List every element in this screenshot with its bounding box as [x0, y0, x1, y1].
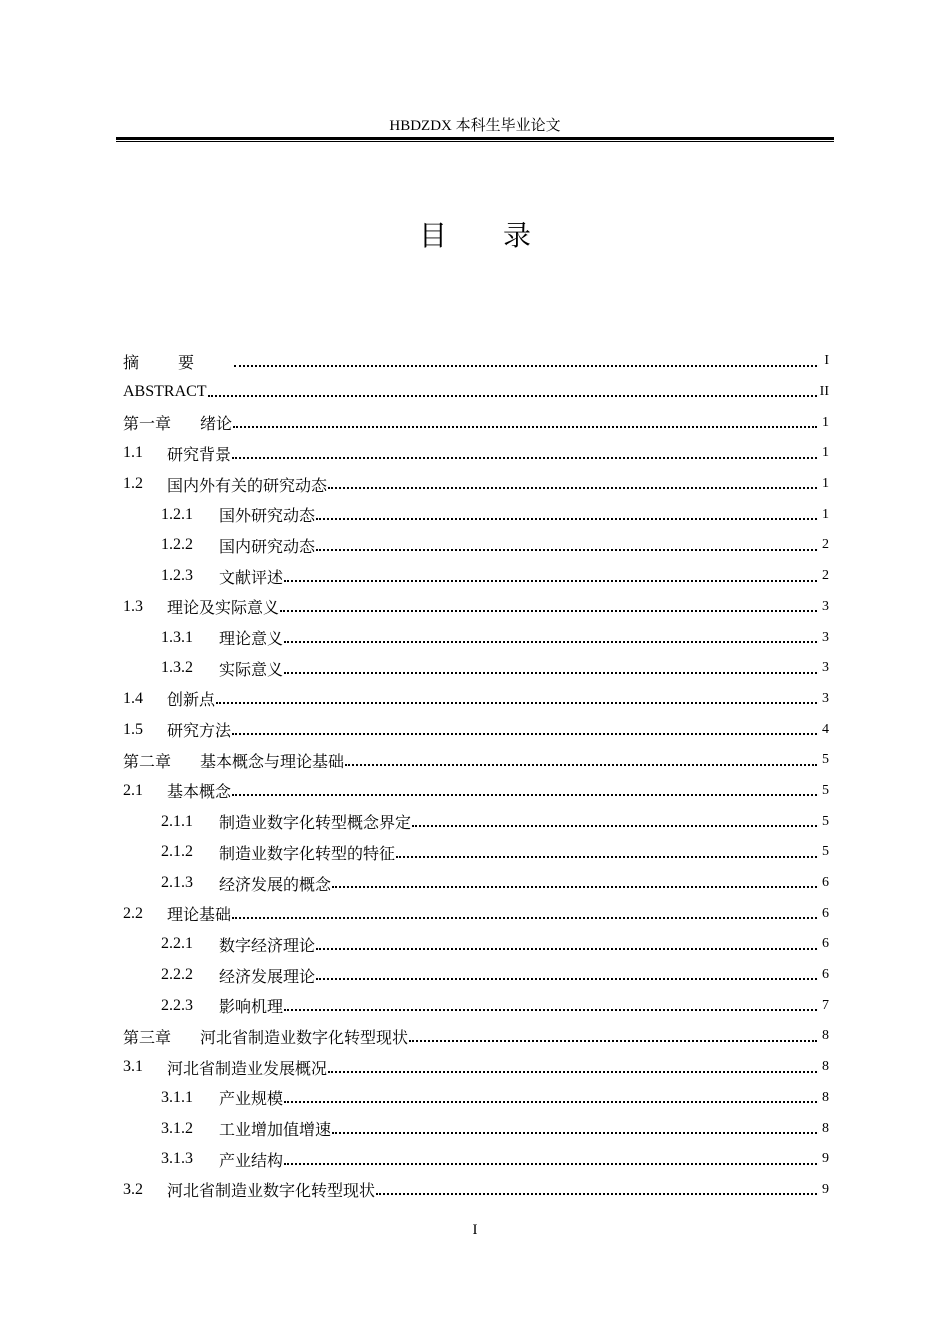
dot-leader: [284, 672, 817, 674]
toc-entry-title: 经济发展理论: [219, 968, 316, 986]
toc-entry-page: 9: [822, 1181, 829, 1197]
toc-entry-number: 3.1: [123, 1058, 143, 1076]
toc-entry-page: 1: [822, 414, 829, 430]
toc-entry-title: 摘要: [123, 354, 234, 372]
toc-entry-page: II: [819, 384, 829, 400]
toc-entry-page: 6: [822, 936, 829, 952]
dot-leader: [396, 856, 817, 858]
toc-entry-title: 研究方法: [167, 723, 232, 741]
toc-entry-title: 河北省制造业数字化转型现状: [167, 1183, 376, 1201]
toc-entry[interactable]: [123, 1021, 829, 1052]
dot-leader: [232, 457, 817, 459]
toc-entry[interactable]: [123, 714, 829, 745]
toc-entry-title: 河北省制造业发展概况: [167, 1060, 328, 1078]
toc-entry[interactable]: [123, 990, 829, 1021]
toc-entry[interactable]: [123, 1175, 829, 1206]
toc-entry-page: 8: [822, 1028, 829, 1044]
toc-title: 目录: [418, 219, 587, 252]
toc-entry-number: 2.1.1: [161, 812, 193, 830]
toc-entry-title: 理论基础: [167, 907, 232, 925]
toc-entry-page: 3: [822, 598, 829, 614]
header-rule-thin: [116, 141, 834, 142]
toc-entry-title: 文献评述: [219, 569, 284, 587]
running-header: HBDZDX 本科生毕业论文: [389, 118, 561, 134]
dot-leader: [345, 764, 817, 766]
toc-entry-page: 5: [822, 782, 829, 798]
toc-entry-number: 2.1.3: [161, 874, 193, 892]
toc-entry-page: 2: [822, 537, 829, 553]
toc-entry-number: 1.4: [123, 689, 143, 707]
toc-entry[interactable]: [123, 653, 829, 684]
toc-entry-page: 1: [822, 476, 829, 492]
toc-entry-page: 1: [822, 445, 829, 461]
dot-leader: [234, 365, 817, 367]
dot-leader: [232, 733, 817, 735]
toc-entry[interactable]: [123, 622, 829, 653]
toc-entry-page: 3: [822, 690, 829, 706]
dot-leader: [316, 549, 817, 551]
toc-entry-number: 2.2: [123, 904, 143, 922]
toc-entry-page: 6: [822, 905, 829, 921]
toc-entry-number: 第三章: [123, 1027, 172, 1047]
dot-leader: [332, 1132, 817, 1134]
dot-leader: [233, 426, 817, 428]
toc-entry-number: 3.1.2: [161, 1119, 193, 1137]
toc-entry-title: 产业规模: [219, 1091, 284, 1109]
dot-leader: [208, 395, 817, 397]
toc-entry[interactable]: [123, 469, 829, 500]
toc-entry-number: 1.2: [123, 475, 143, 493]
dot-leader: [284, 1163, 817, 1165]
toc-entry[interactable]: [123, 868, 829, 899]
toc-entry-title: 经济发展的概念: [219, 876, 332, 894]
toc-entry-number: 1.3.2: [161, 659, 193, 677]
toc-entry[interactable]: [123, 806, 829, 837]
toc-entry-page: 3: [822, 660, 829, 676]
toc-entry-page: 2: [822, 568, 829, 584]
toc-entry-page: 8: [822, 1089, 829, 1105]
toc-entry-title: 制造业数字化转型概念界定: [219, 815, 412, 833]
dot-leader: [284, 641, 817, 643]
dot-leader: [328, 1071, 817, 1073]
dot-leader: [316, 948, 817, 950]
dot-leader: [284, 580, 817, 582]
toc-entry[interactable]: [123, 407, 829, 438]
toc-entry-number: 2.2.3: [161, 996, 193, 1014]
toc-entry[interactable]: [123, 1083, 829, 1114]
toc-entry-page: 7: [822, 997, 829, 1013]
toc-entry-page: 6: [822, 875, 829, 891]
toc-entry-title: 创新点: [167, 692, 216, 710]
footer-page-number: I: [472, 1222, 478, 1238]
toc-entry[interactable]: [123, 1052, 829, 1083]
dot-leader: [328, 487, 817, 489]
toc-entry-title: 工业增加值增速: [219, 1122, 332, 1140]
toc-entry-number: 3.1.1: [161, 1088, 193, 1106]
dot-leader: [316, 518, 817, 520]
toc-entry-title: 理论及实际意义: [167, 600, 280, 618]
toc-entry-number: 1.2.1: [161, 505, 193, 523]
toc-entry-title: 基本概念: [167, 784, 232, 802]
toc-entry[interactable]: [123, 898, 829, 929]
dot-leader: [216, 702, 817, 704]
toc-entry-number: 1.2.2: [161, 536, 193, 554]
toc-entry[interactable]: [123, 530, 829, 561]
toc-entry-title: 国内研究动态: [219, 538, 316, 556]
dot-leader: [316, 978, 817, 980]
toc-entry[interactable]: [123, 592, 829, 623]
toc-entry-page: 4: [822, 721, 829, 737]
dot-leader: [412, 825, 817, 827]
dot-leader: [232, 917, 817, 919]
toc-entry-title: 理论意义: [219, 631, 284, 649]
toc-entry-number: 1.1: [123, 444, 143, 462]
toc-entry-number: 1.3.1: [161, 628, 193, 646]
toc-entry-page: 5: [822, 752, 829, 768]
toc-entry-title: 国外研究动态: [219, 508, 316, 526]
toc-entry-page: 1: [822, 506, 829, 522]
toc-entry-number: 2.2.2: [161, 966, 193, 984]
toc-entry-number: 1.2.3: [161, 567, 193, 585]
toc-entry-title: 河北省制造业数字化转型现状: [200, 1027, 409, 1047]
toc-entry-title: 实际意义: [219, 661, 284, 679]
toc-entry-number: 2.2.1: [161, 935, 193, 953]
toc-entry[interactable]: [123, 499, 829, 530]
toc-entry-number: 1.5: [123, 720, 143, 738]
toc-entry[interactable]: [123, 929, 829, 960]
toc-entry[interactable]: [123, 561, 829, 592]
toc-entry-page: 8: [822, 1059, 829, 1075]
toc-entry-number: 第二章: [123, 751, 172, 771]
toc-entry-title: 国内外有关的研究动态: [167, 477, 328, 495]
toc-entry-page: 8: [822, 1120, 829, 1136]
toc-entry-number: 3.1.3: [161, 1150, 193, 1168]
dot-leader: [284, 1101, 817, 1103]
table-of-contents: [123, 346, 829, 1205]
toc-entry-page: 3: [822, 629, 829, 645]
dot-leader: [409, 1040, 817, 1042]
toc-entry-title: 绪论: [200, 414, 233, 434]
dot-leader: [376, 1193, 817, 1195]
toc-entry[interactable]: [123, 346, 829, 377]
toc-entry[interactable]: [123, 684, 829, 715]
toc-entry-title: 研究背景: [167, 446, 232, 464]
toc-entry-number: 第一章: [123, 414, 172, 434]
toc-entry[interactable]: [123, 1113, 829, 1144]
toc-entry[interactable]: [123, 745, 829, 776]
toc-entry-number: 3.2: [123, 1180, 143, 1198]
toc-entry-title: ABSTRACT: [123, 383, 207, 401]
dot-leader: [332, 886, 817, 888]
dot-leader: [280, 610, 817, 612]
toc-entry-number: 1.3: [123, 597, 143, 615]
toc-entry[interactable]: [123, 960, 829, 991]
toc-entry[interactable]: [123, 776, 829, 807]
toc-entry-number: 2.1: [123, 781, 143, 799]
toc-entry-title: 制造业数字化转型的特征: [219, 845, 396, 863]
toc-entry-page: I: [824, 353, 829, 369]
toc-entry[interactable]: [123, 1144, 829, 1175]
toc-entry-number: 2.1.2: [161, 843, 193, 861]
toc-entry-title: 基本概念与理论基础: [200, 751, 345, 771]
dot-leader: [232, 794, 817, 796]
toc-entry-page: 5: [822, 813, 829, 829]
toc-entry[interactable]: [123, 438, 829, 469]
toc-entry[interactable]: [123, 837, 829, 868]
toc-entry-page: 9: [822, 1151, 829, 1167]
toc-entry-page: 5: [822, 844, 829, 860]
toc-entry[interactable]: [123, 377, 829, 408]
toc-entry-page: 6: [822, 967, 829, 983]
toc-entry-title: 产业结构: [219, 1152, 284, 1170]
toc-entry-title: 数字经济理论: [219, 937, 316, 955]
header-rule-thick: [116, 137, 834, 140]
toc-entry-title: 影响机理: [219, 999, 284, 1017]
dot-leader: [284, 1009, 817, 1011]
